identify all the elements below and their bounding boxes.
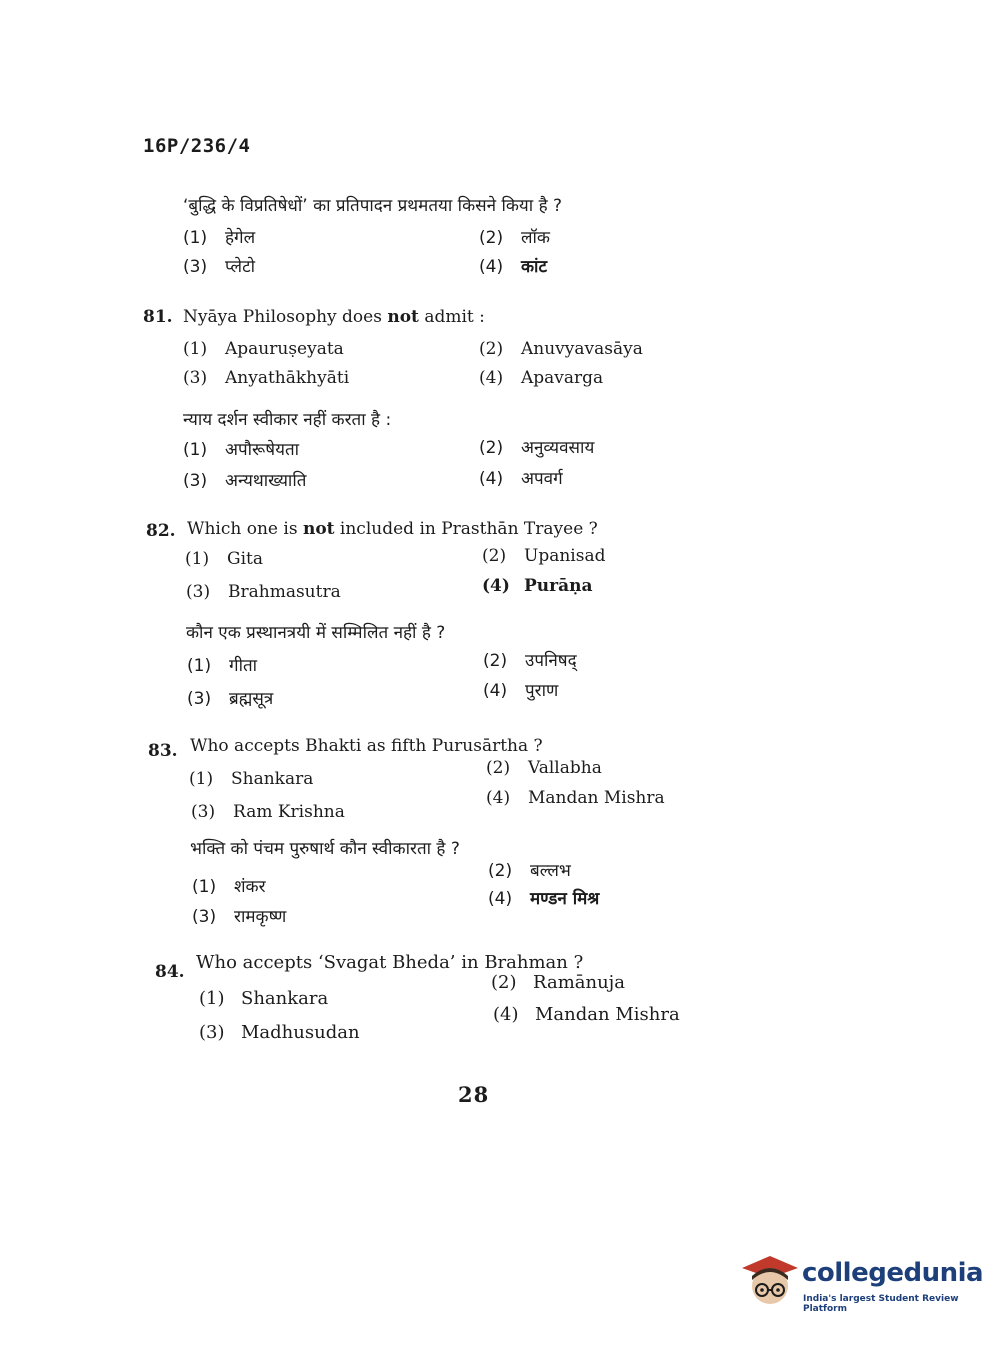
option-number: (4) <box>483 681 508 701</box>
option-number: (4) <box>493 1004 519 1025</box>
option-number: (3) <box>199 1022 225 1043</box>
option-label: Brahmasutra <box>228 582 341 602</box>
option-label: गीता <box>229 656 258 676</box>
q81-option-1 <box>183 339 344 359</box>
q83-option-3 <box>191 802 345 822</box>
q81-option-4 <box>479 368 603 388</box>
option-label: Upanisad <box>524 546 606 566</box>
q82-hindi-option-2 <box>483 648 577 671</box>
q82-option-1 <box>185 549 263 569</box>
brand-name: collegedunia <box>802 1258 984 1288</box>
q81-option-2 <box>479 339 643 359</box>
option-number: (3) <box>183 257 208 277</box>
option-label: अनुव्यवसाय <box>521 438 595 458</box>
q84-option-4 <box>493 1004 680 1025</box>
option-number: (2) <box>479 228 504 248</box>
option-number: (4) <box>482 576 510 596</box>
option-number: (2) <box>486 758 511 778</box>
collegedunia-logo <box>740 1250 984 1314</box>
brand-tagline: India's largest Student Review Platform <box>803 1294 959 1314</box>
q82-hindi-option-1 <box>187 653 257 676</box>
q81-hindi-option-1 <box>183 437 299 460</box>
q83-hindi-option-2 <box>488 858 571 881</box>
q83-option-1 <box>189 769 313 789</box>
q83-option-2 <box>486 758 602 778</box>
option-number: (3) <box>183 471 208 491</box>
option-label: अपौरूषेयता <box>225 440 300 460</box>
mascot-icon <box>740 1250 800 1314</box>
option-number: (4) <box>486 788 511 808</box>
q83-hindi-option-1 <box>192 874 266 897</box>
option-number: (1) <box>189 769 214 789</box>
option-label: उपनिषद् <box>525 651 577 671</box>
option-number: (1) <box>187 656 212 676</box>
q82-hindi-text: कौन एक प्रस्थानत्रयी में सम्मिलित नहीं है ? <box>186 623 446 643</box>
option-label: Vallabha <box>528 758 602 778</box>
option-label: बल्लभ <box>530 861 571 881</box>
q84-option-2 <box>491 972 625 993</box>
option-label: कांट <box>521 257 548 277</box>
question-number: 82. <box>146 521 176 541</box>
option-label: Mandan Mishra <box>528 788 665 808</box>
option-label: ब्रह्मसूत्र <box>229 689 274 709</box>
question-number: 81. <box>143 307 173 327</box>
q82-text: Which one is not included in Prasthān Trayee ? <box>187 519 598 539</box>
option-number: (2) <box>491 972 517 993</box>
q81-hindi-option-2 <box>479 435 594 458</box>
option-label: लॉक <box>521 228 550 248</box>
option-number: (1) <box>199 988 225 1009</box>
option-number: (2) <box>483 651 508 671</box>
option-label: Anyathākhyāti <box>225 368 350 388</box>
option-label: शंकर <box>234 877 266 897</box>
option-label: Ramānuja <box>533 972 625 993</box>
q84-option-3 <box>199 1022 360 1043</box>
q82-option-4 <box>482 576 593 596</box>
option-number: (1) <box>183 440 208 460</box>
q84-option-1 <box>199 988 328 1009</box>
page-number: 28 <box>458 1082 490 1107</box>
q82-option-3 <box>186 582 341 602</box>
option-number: (3) <box>187 689 212 709</box>
option-label: Mandan Mishra <box>535 1004 680 1025</box>
option-label: Apavarga <box>521 368 604 388</box>
q84-text: Who accepts ‘Svagat Bheda’ in Brahman ? <box>196 952 584 973</box>
option-label: Ram Krishna <box>233 802 345 822</box>
option-number: (2) <box>479 339 504 359</box>
option-number: (3) <box>191 802 216 822</box>
option-label: Anuvyavasāya <box>521 339 643 359</box>
option-number: (3) <box>183 368 208 388</box>
question-number: 83. <box>148 741 178 761</box>
question-number: 84. <box>155 962 185 982</box>
q81-option-3 <box>183 368 349 388</box>
option-number: (3) <box>186 582 211 602</box>
q83-hindi-option-4 <box>488 886 599 909</box>
q82-option-2 <box>482 546 605 566</box>
option-label: Purāṇa <box>524 576 593 596</box>
option-label: हेगेल <box>225 228 256 248</box>
q83-option-4 <box>486 788 665 808</box>
option-label: Apauruṣeyata <box>225 339 344 359</box>
option-number: (2) <box>479 438 504 458</box>
option-number: (1) <box>183 228 208 248</box>
option-number: (4) <box>479 257 504 277</box>
paper-code: 16P/236/4 <box>143 135 251 157</box>
option-number: (1) <box>185 549 210 569</box>
q81-hindi-option-4 <box>479 466 563 489</box>
q80-hindi-option-1 <box>183 225 255 248</box>
q82-hindi-option-3 <box>187 686 273 709</box>
option-number: (4) <box>488 889 513 909</box>
q80-hindi-text: ‘बुद्धि के विप्रतिषेधों’ का प्रतिपादन प्रथमतया किसने किया है ? <box>183 196 563 216</box>
q80-hindi-option-3 <box>183 254 255 277</box>
option-label: पुराण <box>525 681 559 701</box>
q83-hindi-text: भक्ति को पंचम पुरुषार्थ कौन स्वीकारता है ? <box>190 839 460 859</box>
option-label: Gita <box>227 549 263 569</box>
option-number: (2) <box>488 861 513 881</box>
q80-hindi-option-2 <box>479 225 550 248</box>
option-number: (4) <box>479 469 504 489</box>
q80-hindi-option-4 <box>479 254 547 277</box>
option-number: (4) <box>479 368 504 388</box>
option-number: (3) <box>192 907 217 927</box>
option-label: प्लेटो <box>225 257 256 277</box>
option-label: Shankara <box>231 769 314 789</box>
q81-hindi-text: न्याय दर्शन स्वीकार नहीं करता है : <box>183 410 392 430</box>
q83-hindi-option-3 <box>192 904 286 927</box>
option-number: (1) <box>183 339 208 359</box>
q83-text: Who accepts Bhakti as fifth Purusārtha ? <box>190 736 543 756</box>
option-label: मण्डन मिश्र <box>530 889 600 909</box>
option-number: (2) <box>482 546 507 566</box>
option-label: Shankara <box>241 988 329 1009</box>
q82-hindi-option-4 <box>483 678 558 701</box>
option-label: रामकृष्ण <box>234 907 287 927</box>
option-label: अपवर्ग <box>521 469 563 489</box>
q81-text: Nyāya Philosophy does not admit : <box>183 307 485 327</box>
option-number: (1) <box>192 877 217 897</box>
q81-hindi-option-3 <box>183 468 306 491</box>
option-label: अन्यथाख्याति <box>225 471 307 491</box>
option-label: Madhusudan <box>241 1022 360 1043</box>
